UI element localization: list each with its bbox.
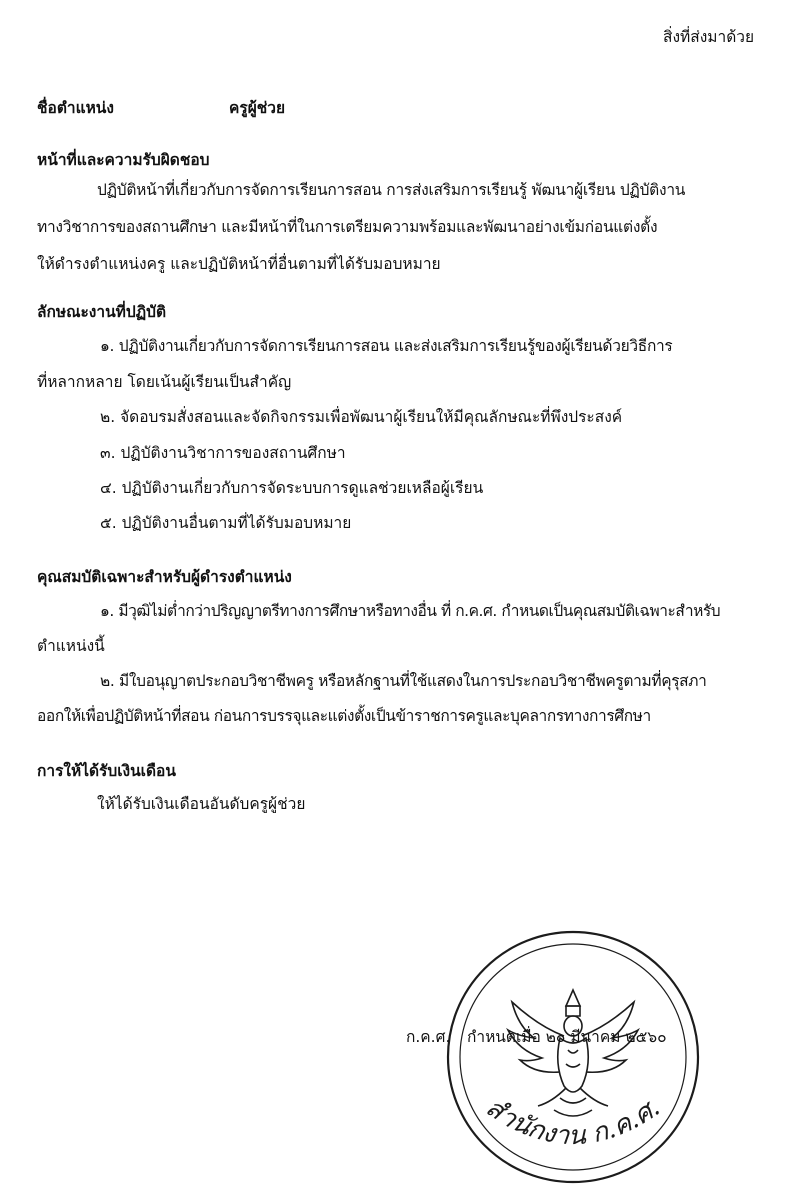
work-item-4: ๔. ปฏิบัติงานเกี่ยวกับการจัดระบบการดูแลช่วยเหลือผู้เรียน	[100, 479, 484, 497]
work-item-1-cont: ที่หลากหลาย โดยเน้นผู้เรียนเป็นสำคัญ	[37, 373, 292, 391]
office-seal	[432, 928, 714, 1186]
duties-line-2: ทางวิชาการของสถานศึกษา และมีหน้าที่ในการเตรียมความพร้อมและพัฒนาอย่างเข้มก่อนแต่งตั้ง	[37, 218, 658, 236]
qualification-item-1-cont: ตำแหน่งนี้	[37, 637, 105, 655]
issuer-label: ก.ค.ศ.	[406, 1028, 451, 1046]
stamped-date: กำหนดเมื่อ ๒๐ มีนาคม ๒๕๖๐	[467, 1028, 667, 1046]
attachment-note: สิ่งที่ส่งมาด้วย	[663, 28, 755, 46]
salary-heading: การให้ได้รับเงินเดือน	[37, 762, 176, 780]
work-heading: ลักษณะงานที่ปฏิบัติ	[37, 303, 167, 321]
qualification-item-1: ๑. มีวุฒิไม่ต่ำกว่าปริญญาตรีทางการศึกษาหรือทางอื่น ที่ ก.ค.ศ. กำหนดเป็นคุณสมบัติเฉพาะสำหรับ	[100, 602, 721, 620]
work-item-1: ๑. ปฏิบัติงานเกี่ยวกับการจัดการเรียนการสอน และส่งเสริมการเรียนรู้ของผู้เรียนด้วยวิธีการ	[100, 337, 673, 355]
duties-line-3: ให้ดำรงตำแหน่งครู และปฏิบัติหน้าที่อื่นตามที่ได้รับมอบหมาย	[37, 255, 441, 273]
work-item-5: ๕. ปฏิบัติงานอื่นตามที่ได้รับมอบหมาย	[100, 514, 352, 532]
position-value: ครูผู้ช่วย	[229, 99, 286, 117]
position-label: ชื่อตำแหน่ง	[37, 99, 114, 117]
seal-text: สำนักงาน ก.ค.ศ.	[480, 1092, 666, 1152]
duties-line-1: ปฏิบัติหน้าที่เกี่ยวกับการจัดการเรียนการสอน การส่งเสริมการเรียนรู้ พัฒนาผู้เรียน ปฏิบัติงาน	[97, 181, 686, 199]
qualifications-heading: คุณสมบัติเฉพาะสำหรับผู้ดำรงตำแหน่ง	[37, 568, 292, 586]
garuda-emblem-icon	[508, 990, 638, 1116]
salary-text: ให้ได้รับเงินเดือนอันดับครูผู้ช่วย	[97, 795, 306, 813]
work-item-2: ๒. จัดอบรมสั่งสอนและจัดกิจกรรมเพื่อพัฒนาผู้เรียนให้มีคุณลักษณะที่พึงประสงค์	[100, 408, 623, 426]
duties-heading: หน้าที่และความรับผิดชอบ	[37, 151, 210, 169]
qualification-item-2-cont: ออกให้เพื่อปฏิบัติหน้าที่สอน ก่อนการบรรจุและแต่งตั้งเป็นข้าราชการครูและบุคลากรทางการศึกษา	[37, 707, 651, 725]
work-item-3: ๓. ปฏิบัติงานวิชาการของสถานศึกษา	[100, 444, 346, 462]
qualification-item-2: ๒. มีใบอนุญาตประกอบวิชาชีพครู หรือหลักฐานที่ใช้แสดงในการประกอบวิชาชีพครูตามที่คุรุสภา	[100, 672, 707, 690]
